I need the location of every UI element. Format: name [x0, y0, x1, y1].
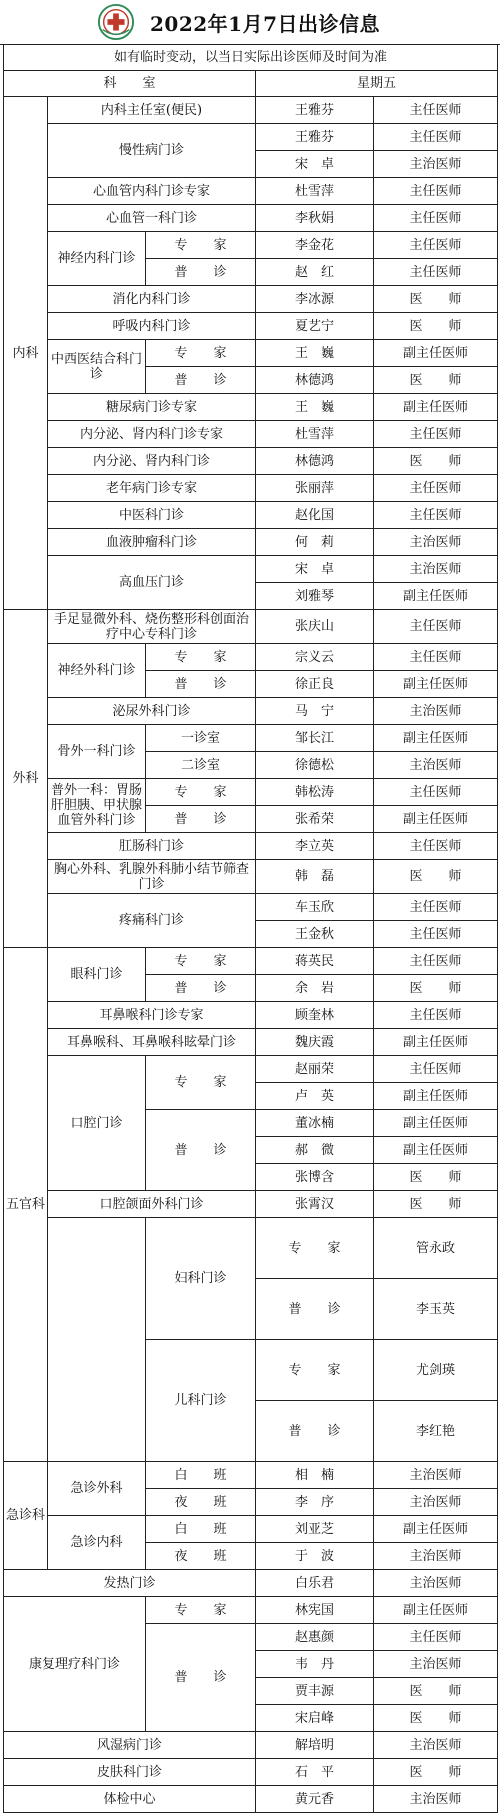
title-cell: 主治医师	[374, 556, 498, 583]
dept-cell: 呼吸内科门诊	[48, 313, 256, 340]
title-cell: 主任医师	[374, 610, 498, 644]
title-cell: 医 师	[374, 448, 498, 475]
doctor-cell: 顾奎林	[256, 1002, 374, 1029]
dept-cell: 内科主任室(便民)	[48, 97, 256, 124]
doctor-cell: 董冰楠	[256, 1110, 374, 1137]
doctor-cell: 李红艳	[374, 1401, 498, 1462]
title-cell: 医 师	[374, 860, 498, 894]
doctor-cell: 宋 卓	[256, 151, 374, 178]
title-cell: 副主任医师	[374, 1516, 498, 1543]
sub-cell: 专 家	[256, 1218, 374, 1279]
sub-cell: 普 诊	[146, 806, 256, 833]
doctor-cell: 蒋英民	[256, 948, 374, 975]
category-cell: 五官科	[4, 948, 48, 1462]
sub-cell: 普 诊	[256, 1279, 374, 1340]
doctor-cell: 宋启峰	[256, 1705, 374, 1732]
dept-cell: 心血管内科门诊专家	[48, 178, 256, 205]
title-cell: 主治医师	[374, 1570, 498, 1597]
sub-cell: 专 家	[146, 1597, 256, 1624]
doctor-cell: 李秋娟	[256, 205, 374, 232]
sub-cell: 专 家	[146, 948, 256, 975]
doctor-cell: 张博含	[256, 1164, 374, 1191]
dept-cell: 体检中心	[4, 1786, 256, 1813]
dept-cell: 耳鼻喉科门诊专家	[48, 1002, 256, 1029]
dept-cell: 眼科门诊	[48, 948, 146, 1002]
title-cell: 主任医师	[374, 948, 498, 975]
dept-cell: 口腔门诊	[48, 1056, 146, 1191]
sub-cell: 专 家	[146, 779, 256, 806]
title-cell: 副主任医师	[374, 394, 498, 421]
sub-cell: 夜 班	[146, 1543, 256, 1570]
title-cell: 主治医师	[374, 1651, 498, 1678]
title-cell: 主治医师	[374, 151, 498, 178]
doctor-cell: 余 岩	[256, 975, 374, 1002]
doctor-cell: 李冰源	[256, 286, 374, 313]
doctor-cell: 李金花	[256, 232, 374, 259]
dept-cell: 糖尿病门诊专家	[48, 394, 256, 421]
title-cell: 主治医师	[374, 1543, 498, 1570]
dept-cell: 急诊外科	[48, 1462, 146, 1516]
title-cell: 主任医师	[374, 894, 498, 921]
header-day: 星期五	[256, 71, 498, 97]
sub-cell: 专 家	[146, 644, 256, 671]
sub-cell: 专 家	[146, 340, 256, 367]
dept-cell: 消化内科门诊	[48, 286, 256, 313]
header-dept: 科 室	[4, 71, 256, 97]
dept-cell: 风湿病门诊	[4, 1732, 256, 1759]
doctor-cell: 石 平	[256, 1759, 374, 1786]
title-cell: 医 师	[374, 286, 498, 313]
title-cell: 主任医师	[374, 178, 498, 205]
title-cell: 医 师	[374, 1678, 498, 1705]
title-cell: 主治医师	[374, 529, 498, 556]
title-cell: 主任医师	[374, 124, 498, 151]
sub-cell: 普 诊	[146, 259, 256, 286]
doctor-cell: 魏庆霞	[256, 1029, 374, 1056]
dept-cell: 口腔颌面外科门诊	[48, 1191, 256, 1218]
title-cell: 医 师	[374, 1759, 498, 1786]
title-cell: 主任医师	[374, 921, 498, 948]
title-cell: 主任医师	[374, 779, 498, 806]
title-cell: 主任医师	[374, 259, 498, 286]
notice-text: 如有临时变动，以当日实际出诊医师及时间为准	[4, 45, 498, 71]
sub-cell: 专 家	[146, 1056, 256, 1110]
dept-cell: 中西医结合科门诊	[48, 340, 146, 394]
doctor-cell: 王金秋	[256, 921, 374, 948]
title-cell: 主治医师	[374, 752, 498, 779]
doctor-cell: 管永政	[374, 1218, 498, 1279]
title-cell: 主任医师	[374, 475, 498, 502]
doctor-cell: 赵化国	[256, 502, 374, 529]
doctor-cell: 林德鸿	[256, 448, 374, 475]
dept-cell: 急诊内科	[48, 1516, 146, 1570]
doctor-cell: 王 巍	[256, 340, 374, 367]
title-cell: 主治医师	[374, 1462, 498, 1489]
dept-cell: 儿科门诊	[146, 1340, 256, 1462]
title-cell: 医 师	[374, 367, 498, 394]
doctor-cell: 解培明	[256, 1732, 374, 1759]
sub-cell: 普 诊	[146, 1110, 256, 1191]
sub-cell: 夜 班	[146, 1489, 256, 1516]
doctor-cell: 张霄汉	[256, 1191, 374, 1218]
dept-cell: 内分泌、肾内科门诊	[48, 448, 256, 475]
title-cell: 主任医师	[374, 502, 498, 529]
category-cell-empty	[48, 1218, 146, 1462]
dept-cell: 慢性病门诊	[48, 124, 256, 178]
title-cell: 副主任医师	[374, 1029, 498, 1056]
doctor-cell: 夏艺宁	[256, 313, 374, 340]
title-cell: 主任医师	[374, 205, 498, 232]
title-cell: 主任医师	[374, 1056, 498, 1083]
doctor-cell: 徐德松	[256, 752, 374, 779]
doctor-cell: 张庆山	[256, 610, 374, 644]
doctor-cell: 王雅芬	[256, 97, 374, 124]
dept-cell: 神经外科门诊	[48, 644, 146, 698]
dept-cell: 发热门诊	[4, 1570, 256, 1597]
sub-cell: 普 诊	[146, 1624, 256, 1732]
dept-cell: 手足显微外科、烧伤整形科创面治疗中心专科门诊	[48, 610, 256, 644]
sub-cell: 二诊室	[146, 752, 256, 779]
dept-cell: 骨外一科门诊	[48, 725, 146, 779]
doctor-cell: 刘雅琴	[256, 583, 374, 610]
page-header	[0, 0, 500, 45]
sub-cell: 普 诊	[146, 671, 256, 698]
doctor-cell: 韦 丹	[256, 1651, 374, 1678]
title-cell: 主任医师	[374, 421, 498, 448]
dept-cell: 血液肿瘤科门诊	[48, 529, 256, 556]
title-cell: 副主任医师	[374, 671, 498, 698]
schedule-table	[3, 44, 498, 1813]
title-cell: 医 师	[374, 313, 498, 340]
dept-cell: 内分泌、肾内科门诊专家	[48, 421, 256, 448]
title-cell: 副主任医师	[374, 1110, 498, 1137]
doctor-cell: 李玉英	[374, 1279, 498, 1340]
sub-cell: 白 班	[146, 1516, 256, 1543]
doctor-cell: 宋 卓	[256, 556, 374, 583]
doctor-cell: 刘亚芝	[256, 1516, 374, 1543]
dept-cell: 普外一科：胃肠肝胆胰、甲状腺血管外科门诊	[48, 779, 146, 833]
doctor-cell: 宗义云	[256, 644, 374, 671]
doctor-cell: 杜雪萍	[256, 421, 374, 448]
doctor-cell: 李立英	[256, 833, 374, 860]
doctor-cell: 白乐君	[256, 1570, 374, 1597]
dept-cell: 神经内科门诊	[48, 232, 146, 286]
title-cell: 医 师	[374, 1191, 498, 1218]
dept-cell: 耳鼻喉科、耳鼻喉科眩晕门诊	[48, 1029, 256, 1056]
doctor-cell: 何 莉	[256, 529, 374, 556]
dept-cell: 康复理疗科门诊	[4, 1597, 146, 1732]
doctor-cell: 赵惠颜	[256, 1624, 374, 1651]
category-cell: 急诊科	[4, 1462, 48, 1570]
title-cell: 主任医师	[374, 97, 498, 124]
doctor-cell: 赵 红	[256, 259, 374, 286]
dept-cell: 胸心外科、乳腺外科肺小结节筛查门诊	[48, 860, 256, 894]
doctor-cell: 李 序	[256, 1489, 374, 1516]
doctor-cell: 王 巍	[256, 394, 374, 421]
doctor-cell: 林德鸿	[256, 367, 374, 394]
title-cell: 副主任医师	[374, 1083, 498, 1110]
title-cell: 主任医师	[374, 644, 498, 671]
doctor-cell: 张希荣	[256, 806, 374, 833]
doctor-cell: 尤剑瑛	[374, 1340, 498, 1401]
dept-cell: 老年病门诊专家	[48, 475, 256, 502]
title-cell: 主治医师	[374, 1732, 498, 1759]
doctor-cell: 车玉欣	[256, 894, 374, 921]
doctor-cell: 贾丰源	[256, 1678, 374, 1705]
doctor-cell: 马 宁	[256, 698, 374, 725]
title-cell: 副主任医师	[374, 340, 498, 367]
title-cell: 医 师	[374, 1164, 498, 1191]
sub-cell: 普 诊	[256, 1401, 374, 1462]
sub-cell: 专 家	[146, 232, 256, 259]
category-cell: 外科	[4, 610, 48, 948]
title-cell: 医 师	[374, 1705, 498, 1732]
dept-cell: 皮肤科门诊	[4, 1759, 256, 1786]
dept-cell: 中医科门诊	[48, 502, 256, 529]
doctor-cell: 王雅芬	[256, 124, 374, 151]
dept-cell: 妇科门诊	[146, 1218, 256, 1340]
doctor-cell: 黄元香	[256, 1786, 374, 1813]
doctor-cell: 相 楠	[256, 1462, 374, 1489]
dept-cell: 肛肠科门诊	[48, 833, 256, 860]
title-cell: 主任医师	[374, 1002, 498, 1029]
title-cell: 副主任医师	[374, 1597, 498, 1624]
dept-cell: 泌尿外科门诊	[48, 698, 256, 725]
doctor-cell: 张丽萍	[256, 475, 374, 502]
dept-cell: 高血压门诊	[48, 556, 256, 610]
page-title: 2022年1月7日出诊信息	[150, 12, 380, 36]
title-cell: 副主任医师	[374, 725, 498, 752]
doctor-cell: 林宪国	[256, 1597, 374, 1624]
title-cell: 副主任医师	[374, 806, 498, 833]
title-cell: 医 师	[374, 975, 498, 1002]
sub-cell: 普 诊	[146, 975, 256, 1002]
title-cell: 主任医师	[374, 1624, 498, 1651]
doctor-cell: 卢 英	[256, 1083, 374, 1110]
title-cell: 副主任医师	[374, 1137, 498, 1164]
dept-cell: 心血管一科门诊	[48, 205, 256, 232]
title-cell: 主治医师	[374, 1489, 498, 1516]
title-cell: 副主任医师	[374, 583, 498, 610]
title-cell: 主任医师	[374, 833, 498, 860]
doctor-cell: 于 波	[256, 1543, 374, 1570]
hospital-logo-icon	[97, 3, 135, 41]
title-cell: 主治医师	[374, 1786, 498, 1813]
title-cell: 主任医师	[374, 232, 498, 259]
doctor-cell: 杜雪萍	[256, 178, 374, 205]
doctor-cell: 徐正良	[256, 671, 374, 698]
doctor-cell: 韩 磊	[256, 860, 374, 894]
doctor-cell: 邹长江	[256, 725, 374, 752]
doctor-cell: 赵丽荣	[256, 1056, 374, 1083]
sub-cell: 普 诊	[146, 367, 256, 394]
sub-cell: 白 班	[146, 1462, 256, 1489]
category-cell: 内科	[4, 97, 48, 610]
sub-cell: 一诊室	[146, 725, 256, 752]
sub-cell: 专 家	[256, 1340, 374, 1401]
doctor-cell: 韩松涛	[256, 779, 374, 806]
doctor-cell: 郝 微	[256, 1137, 374, 1164]
title-cell: 主治医师	[374, 698, 498, 725]
dept-cell: 疼痛科门诊	[48, 894, 256, 948]
